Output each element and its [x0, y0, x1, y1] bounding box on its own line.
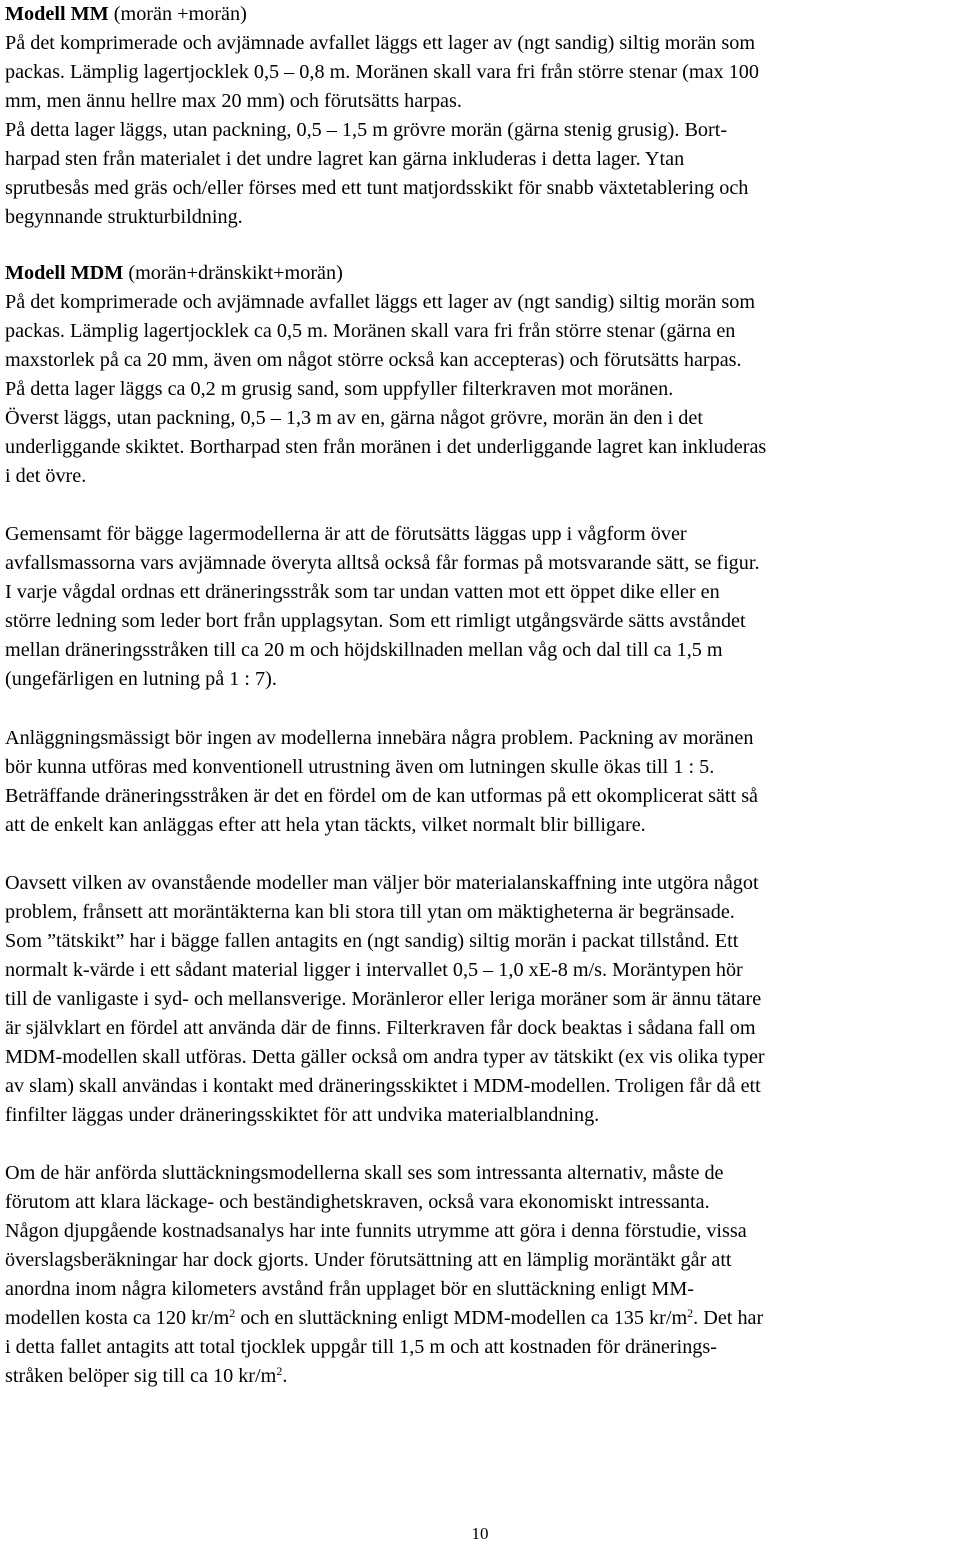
text-line: större ledning som leder bort från upplagsytan. Som ett rimligt utgångsvärde sätts avståndet	[5, 610, 746, 632]
text-line: problem, frånsett att moräntäkterna kan bli stora till ytan om mäktigheterna är begränsade.	[5, 901, 735, 923]
heading-subtitle: (morän+dränskikt+morän)	[123, 262, 343, 284]
text-line: Överst läggs, utan packning, 0,5 – 1,3 m av en, gärna något grövre, morän än den i det	[5, 407, 703, 429]
text-line: normalt k-värde i ett sådant material ligger i intervallet 0,5 – 1,0 xE-8 m/s. Moräntypen hör	[5, 959, 743, 981]
text-line: I varje vågdal ordnas ett dräneringsstråk som tar undan vatten mot ett öppet dike eller en	[5, 581, 720, 603]
text-line: finfilter läggas under dräneringsskiktet för att undvika materialblandning.	[5, 1104, 600, 1126]
text-line: (ungefärligen en lutning på 1 : 7).	[5, 668, 277, 690]
text-line: i detta fallet antagits att total tjocklek uppgår till 1,5 m och att kostnaden för dränerings-	[5, 1336, 717, 1358]
text-line: Någon djupgående kostnadsanalys har inte funnits utrymme att göra i denna förstudie, vissa	[5, 1220, 747, 1242]
section-heading	[5, 259, 957, 288]
heading-title: Modell MM	[5, 3, 109, 25]
text-line: begynnande strukturbildning.	[5, 206, 243, 228]
paragraph	[5, 1159, 957, 1391]
text-line: packas. Lämplig lagertjocklek 0,5 – 0,8 m. Moränen skall vara fri från större stenar (max 100	[5, 61, 759, 83]
text-line: av slam) skall användas i kontakt med dräneringsskiktet i MDM-modellen. Troligen får då ett	[5, 1075, 761, 1097]
text-line: mellan dräneringsstråken till ca 20 m och höjdskillnaden mellan våg och dal till ca 1,5 m	[5, 639, 723, 661]
text-line: anordna inom några kilometers avstånd från upplaget bör en sluttäckning enligt MM-	[5, 1278, 694, 1300]
text-line: Om de här anförda sluttäckningsmodellerna skall ses som intressanta alternativ, måste de	[5, 1162, 724, 1184]
text-line	[5, 1362, 957, 1391]
paragraph	[5, 724, 957, 840]
heading-subtitle: (morän +morän)	[108, 3, 247, 25]
text-line: På detta lager läggs ca 0,2 m grusig sand, som uppfyller filterkraven mot moränen.	[5, 378, 674, 400]
paragraph	[5, 869, 957, 1130]
paragraph	[5, 520, 957, 694]
text-line: Som ”tätskikt” har i bägge fallen antagits en (ngt sandig) siltig morän i packat tillstånd. Ett	[5, 930, 739, 952]
paragraph	[5, 29, 957, 232]
text-line: sprutbesås med gräs och/eller förses med ett tunt matjordsskikt för snabb växtetablering och	[5, 177, 749, 199]
text-line: att de enkelt kan anläggas efter att hela ytan täckts, vilket normalt blir billigare.	[5, 814, 646, 836]
text-line: avfallsmassorna vars avjämnade överyta alltså också får formas på motsvarande sätt, se figur.	[5, 552, 760, 574]
text-line: Beträffande dräneringsstråken är det en fördel om de kan utformas på ett okomplicerat sätt så	[5, 785, 759, 807]
heading-title: Modell MDM	[5, 262, 124, 284]
section-heading	[5, 0, 957, 29]
superscript: 2	[687, 1306, 694, 1320]
text-line: överslagsberäkningar har dock gjorts. Under förutsättning att en lämplig moräntäkt går att	[5, 1249, 732, 1271]
superscript: 2	[229, 1306, 236, 1320]
text-segment: modellen kosta ca 120 kr/m	[5, 1307, 230, 1329]
text-line: maxstorlek på ca 20 mm, även om något större också kan accepteras) och förutsätts harpas.	[5, 349, 742, 371]
text-segment: .	[282, 1365, 288, 1387]
paragraph-common	[5, 520, 957, 694]
text-line: mm, men ännu hellre max 20 mm) och förutsätts harpas.	[5, 90, 462, 112]
text-line: Anläggningsmässigt bör ingen av modellerna innebära några problem. Packning av moränen	[5, 727, 754, 749]
section-modell-mdm	[5, 259, 957, 491]
text-line: På detta lager läggs, utan packning, 0,5 – 1,5 m grövre morän (gärna stenig grusig). Bort-	[5, 119, 728, 141]
text-line: harpad sten från materialet i det undre lagret kan gärna inkluderas i detta lager. Ytan	[5, 148, 685, 170]
text-line: På det komprimerade och avjämnade avfallet läggs ett lager av (ngt sandig) siltig morän som	[5, 291, 756, 313]
text-line: är självklart en fördel att använda där de finns. Filterkraven får dock beaktas i sådana fall om	[5, 1017, 756, 1039]
page-number: 10	[471, 1524, 489, 1543]
text-line: MDM-modellen skall utföras. Detta gäller också om andra typer av tätskikt (ex vis olika typer	[5, 1046, 765, 1068]
text-line: förutom att klara läckage- och beständighetskraven, också vara ekonomiskt intressanta.	[5, 1191, 710, 1213]
paragraph-economy	[5, 1159, 957, 1391]
section-modell-mm	[5, 0, 957, 232]
text-segment: . Det har	[693, 1307, 764, 1329]
text-line: till de vanligaste i syd- och mellansverige. Moränleror eller leriga moräner som är ännu tätare	[5, 988, 762, 1010]
text-line: underliggande skiktet. Bortharpad sten från moränen i det underliggande lagret kan inkluderas	[5, 436, 767, 458]
text-line	[5, 1304, 957, 1333]
text-line: På det komprimerade och avjämnade avfallet läggs ett lager av (ngt sandig) siltig morän som	[5, 32, 756, 54]
text-segment: och en sluttäckning enligt MDM-modellen ca 135 kr/m	[235, 1307, 688, 1329]
text-line: packas. Lämplig lagertjocklek ca 0,5 m. Moränen skall vara fri från större stenar (gärna en	[5, 320, 736, 342]
text-line: Gemensamt för bägge lagermodellerna är att de förutsätts läggas upp i vågform över	[5, 523, 687, 545]
paragraph	[5, 288, 957, 491]
text-line: bör kunna utföras med konventionell utrustning även om lutningen skulle ökas till 1 : 5.	[5, 756, 715, 778]
text-segment: stråken belöper sig till ca 10 kr/m	[5, 1365, 277, 1387]
paragraph-material	[5, 869, 957, 1130]
text-line: i det övre.	[5, 465, 87, 487]
text-line: Oavsett vilken av ovanstående modeller man väljer bör materialanskaffning inte utgöra något	[5, 872, 759, 894]
superscript: 2	[276, 1364, 283, 1378]
paragraph-construction	[5, 724, 957, 840]
